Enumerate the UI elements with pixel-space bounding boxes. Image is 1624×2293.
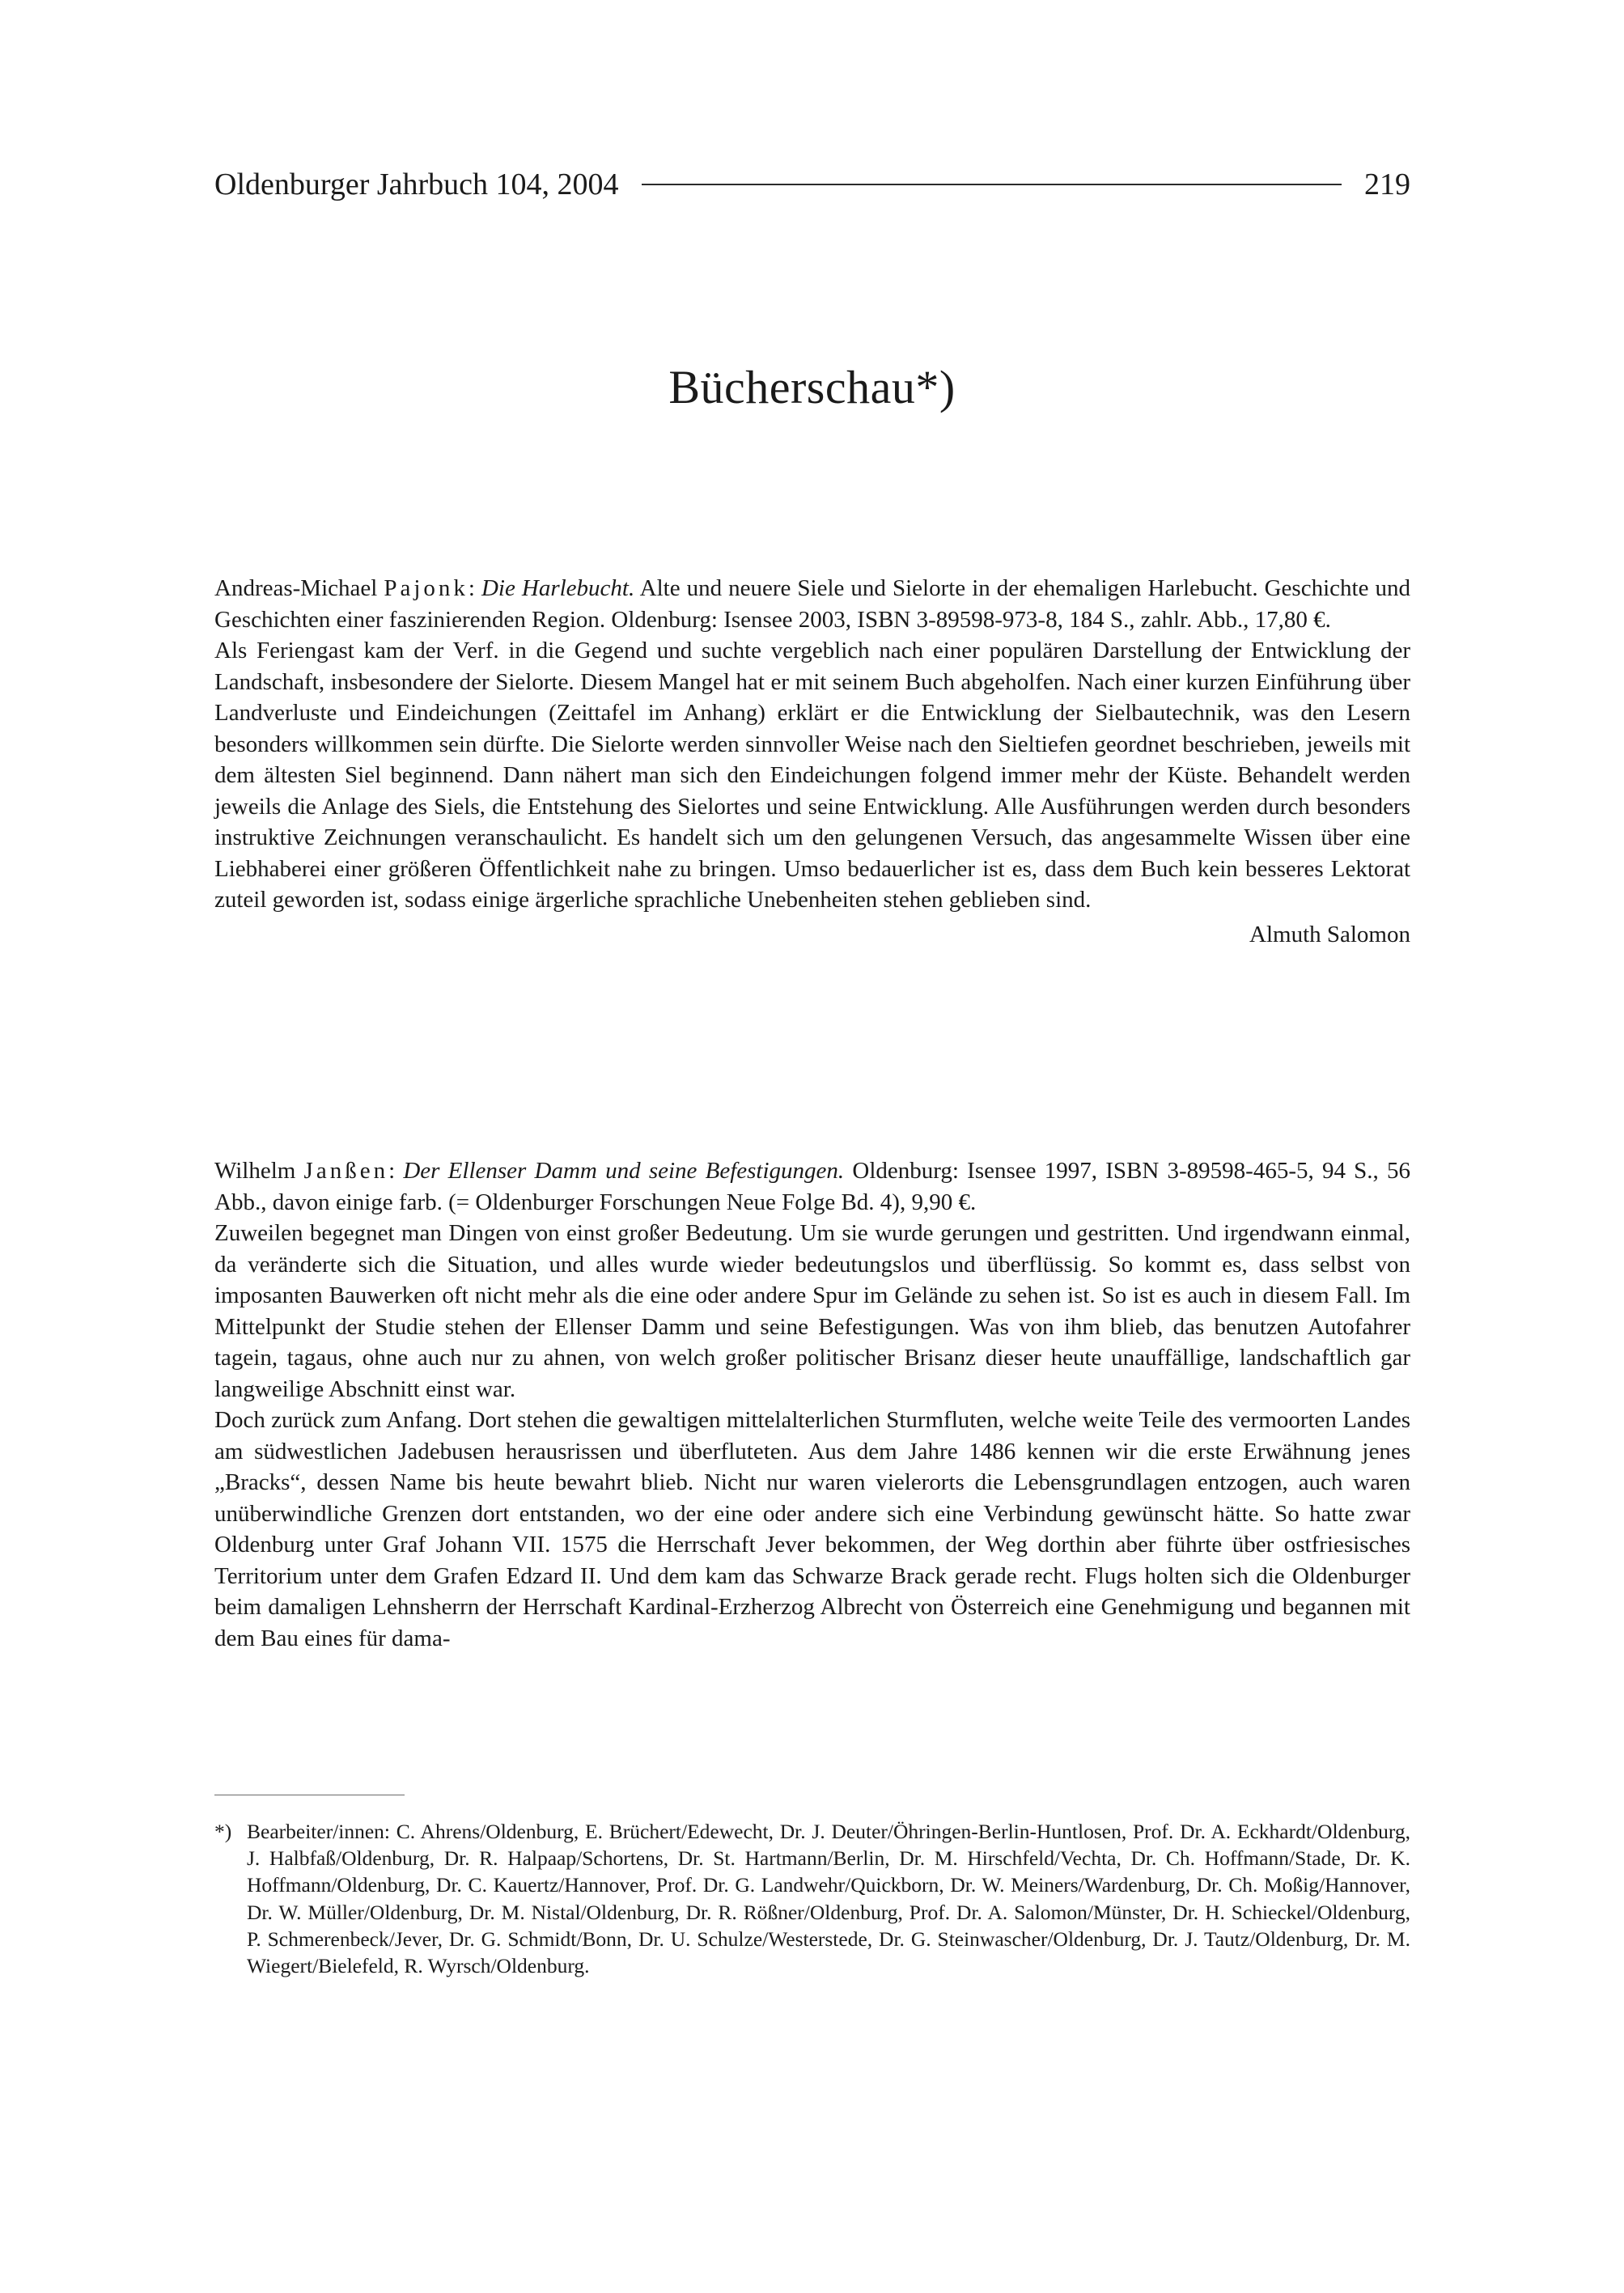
citation-details: Oldenburg: Isensee 1997, ISBN 3-89598-465-5, 94 S., 56 Abb., davon einige farb. (= Oldenburger Forschungen Neue Folge Bd. 4), 9,90 €. [214,1158,1411,1215]
review-paragraph: Doch zurück zum Anfang. Dort stehen die gewaltigen mittelalterlichen Sturmfluten, welche weite Teile des vermoorten Landes am südwestlichen Jadebusen herausrissen und überfluteten. Aus dem Jahre 1486 kennen wir die erste Erwähnung jenes „Bracks“, dessen Name bis heute bewahrt blieb. Nicht nur waren vielerorts die Lebensgrundlagen entzogen, auch waren unüberwindliche Grenzen dort entstanden, wo der eine oder andere sich eine Verbindung gewünscht hätte. So hatte zwar Oldenburg unter Graf Johann VII. 1575 die Herrschaft Jever bekommen, der Weg dorthin aber führte über ostfriesisches Territorium unter dem Grafen Edzard II. Und dem kam das Schwarze Brack gerade recht. Flugs holten sich die Oldenburger beim damaligen Lehnsherrn der Herrschaft Kardinal-Erzherzog Albrecht von Österreich eine Genehmigung und begannen mit dem Bau eines für dama- [214,1407,1410,1651]
book-title: Der Ellenser Damm und seine Befestigungen. [403,1158,845,1184]
author-last-name: Pajonk [384,575,469,601]
section-title: Bücherschau*) [668,361,956,413]
author-last-name: Janßen [303,1158,389,1184]
citation-colon: : [388,1158,404,1184]
author-first-name: Wilhelm [214,1158,304,1184]
review-paragraph: Zuweilen begegnet man Dingen von einst großer Bedeutung. Um sie wurde gerungen und gestritten. Und irgendwann einmal, da veränderte sich die Situation, und alles wurde wieder bedeutungslos und überflüssig. So kommt es, dass selbst von imposanten Bauwerken oft nicht mehr als die eine oder andere Spur im Gelände zu sehen ist. So ist es auch in diesem Fall. Im Mittelpunkt der Studie stehen der Ellenser Damm und seine Befestigungen. Was von ihm blieb, das benutzen Autofahrer tagein, tagaus, ohne auch nur zu ahnen, von welch großer politischer Brisanz dieser heute unauffällige, landschaftlich gar langweilige Abschnitt einst war. [214,1220,1410,1402]
citation-colon: : [468,575,481,601]
header-rule [642,184,1342,185]
review-citation [214,1155,1410,1218]
review-pajonk [214,573,1410,950]
footnote [214,1818,1410,1979]
book-title: Die Harlebucht. [481,575,635,601]
author-first-name: Andreas-Michael [214,575,384,601]
citation-details: Alte und neuere Siele und Sielorte in der ehemaligen Harlebucht. Geschichte und Geschichten einer faszinierenden Region. Oldenburg: Isensee 2003, ISBN 3-89598-973-8, 184 S., zahlr. Abb., 17,80 €. [214,575,1410,633]
footnote-marker: *) [214,1820,232,1843]
review-janssen [214,1155,1410,1654]
footnote-text: Bearbeiter/innen: C. Ahrens/Oldenburg, E. Brüchert/Edewecht, Dr. J. Deuter/Öhringen-Berlin-Huntlosen, Prof. Dr. A. Eckhardt/Oldenburg, J. Halbfaß/Oldenburg, Dr. R. Halpaap/Schortens, Dr. St. Hartmann/Berlin, Dr. M. Hirschfeld/Vechta, Dr. Ch. Hoffmann/Stade, Dr. K. Hoffmann/Oldenburg, Dr. C. Kauertz/Hannover, Prof. Dr. G. Landwehr/Quickborn, Dr. W. Meiners/Wardenburg, Dr. Ch. Moßig/Hannover, Dr. W. Müller/Oldenburg, Dr. M. Nistal/Oldenburg, Dr. R. Rößner/Oldenburg, Prof. Dr. A. Salomon/Münster, Dr. H. Schieckel/Oldenburg, P. Schmerenbeck/Jever, Dr. G. Schmidt/Bonn, Dr. U. Schulze/Westerstede, Dr. G. Steinwascher/Oldenburg, Dr. J. Tautz/Oldenburg, Dr. M. Wiegert/Bielefeld, R. Wyrsch/Oldenburg. [247,1820,1410,1978]
review-citation [214,573,1410,635]
reviewer-signature: Almuth Salomon [1249,921,1410,947]
journal-title: Oldenburger Jahrbuch 104, 2004 [214,167,619,201]
page-number: 219 [1364,167,1410,201]
running-header [214,160,1410,209]
review-paragraph: Als Feriengast kam der Verf. in die Gegend und suchte vergeblich nach einer populären Darstellung der Entwicklung der Landschaft, insbesondere der Sielorte. Diesem Mangel hat er mit seinem Buch abgeholfen. Nach einer kurzen Einführung über Landverluste und Eindeichungen (Zeittafel im Anhang) erklärt er die Entwicklung der Sielbautechnik, was den Lesern besonders willkommen sein dürfte. Die Sielorte werden sinnvoller Weise nach den Sieltiefen geordnet beschrieben, jeweils mit dem ältesten Siel beginnend. Dann nähert man sich den Eindeichungen folgend immer mehr der Küste. Behandelt werden jeweils die Anlage des Siels, die Entstehung des Sielortes und seine Entwicklung. Alle Ausführungen werden durch besonders instruktive Zeichnungen veranschaulicht. Es handelt sich um den gelungenen Versuch, das angesammelte Wissen über eine Liebhaberei einer größeren Öffentlichkeit nahe zu bringen. Umso bedauerlicher ist es, dass dem Buch kein besseres Lektorat zuteil geworden ist, sodass einige ärgerliche sprachliche Unebenheiten stehen geblieben sind. [214,638,1410,913]
